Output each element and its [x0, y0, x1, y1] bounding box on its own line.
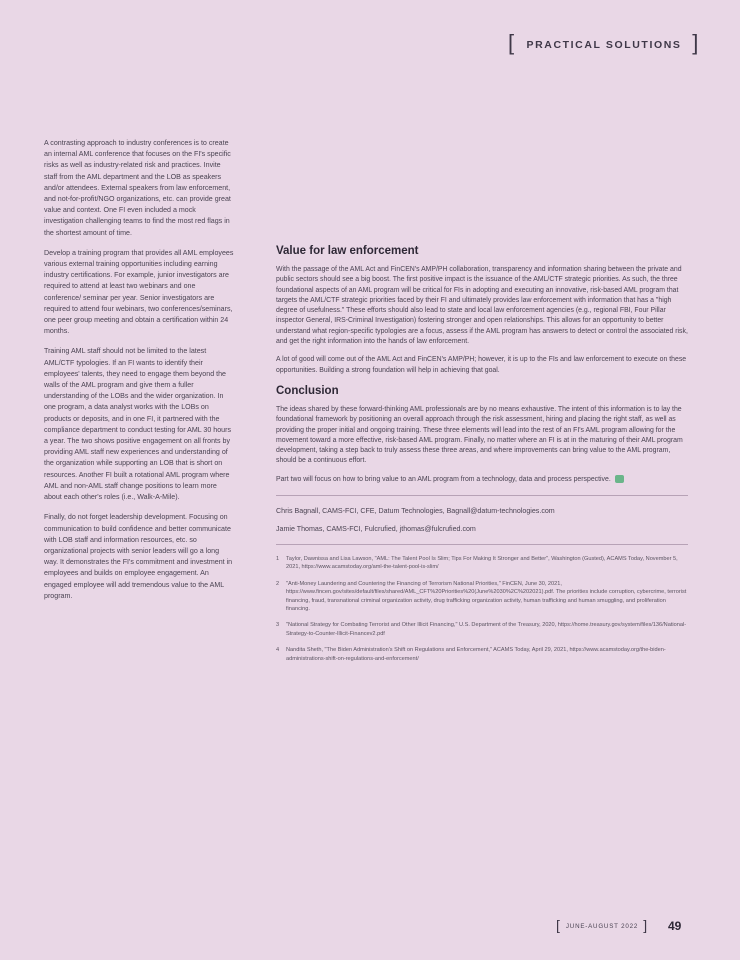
- footnote-number: 4: [276, 647, 280, 654]
- left-column: [44, 138, 234, 611]
- bracket-right-icon: ]: [692, 30, 700, 55]
- footnote-number: 2: [276, 580, 280, 587]
- body-paragraph: The ideas shared by these forward-thinking AML professionals are by no means exhaustive. The intent of this information is to lay the foundational framework by positioning an overall approach through the risk assessment, hiring and placing the right staff, as well as providing the proper initial and ongoing training. These three elements will lead into the rest of an FI's AML program allowing for the movement toward a more effective, risk-based AML program. Finally, no matter where an FI is at in the maturing of their AML program development, taking a step back to truly assess these three areas, and where improvements can bring value to the AML program, should be a continuous effort.: [276, 405, 683, 465]
- footnote-text: Taylor, Dawnissa and Lisa Lawson, "AML: The Talent Pool Is Slim; Tips For Making It Stronger and Better", Washington (Gusted), ACAMS Today, November 5, 2021, https://www.acamstoday.org/aml-the-talent-pool-is-slim/: [286, 556, 678, 571]
- footnote-text: Nandita Sheth, "The Biden Administration's Shift on Regulations and Enforcement," ACAMS Today, April 29, 2021, https://www.acamstoday.org/the-biden-administrations-shift-on-regulations-and-enforcement/: [286, 647, 666, 662]
- author-line: Jamie Thomas, CAMS-FCI, Fulcrufied, jthomas@fulcrufied.com: [276, 525, 476, 534]
- footnote-text: "National Strategy for Combating Terrorist and Other Illicit Financing," U.S. Department of the Treasury, 2020, https://home.treasury.gov/system/files/136/National-Strategy-to-Counter-Illicit-Financev2.pdf: [286, 622, 687, 637]
- bracket-left-icon: [: [556, 917, 561, 933]
- footnote: [276, 621, 688, 638]
- bracket-left-icon: [: [508, 30, 516, 55]
- end-of-article-icon: [615, 475, 624, 483]
- footnote: [276, 646, 688, 663]
- author-line: Chris Bagnall, CAMS-FCI, CFE, Datum Technologies, Bagnall@datum-technologies.com: [276, 507, 555, 516]
- bracket-right-icon: ]: [643, 917, 648, 933]
- closing-note-text: Part two will focus on how to bring value to an AML program from a technology, data and process perspective.: [276, 475, 611, 483]
- footnote: [276, 555, 688, 572]
- divider: [276, 544, 688, 545]
- footnote-text: "Anti-Money Laundering and Countering the Financing of Terrorism National Priorities," FinCEN, June 30, 2021, https://www.fincen.gov/sites/default/files/shared/AML_CFT%20Priorities%20(June%2030%2C%202021).pdf. The priorities include corruption, cybercrime, terrorist financing, fraud, transnational criminal organization activity, drug trafficking organization activity, human trafficking and human smuggling, and proliferation financing.: [286, 580, 687, 613]
- issue-label: [556, 918, 648, 934]
- left-paragraph: Develop a training program that provides all AML employees various external training opportunities including earning industry certifications. For example, junior investigators are required to attend at least two webinars and one conference/ seminar per year. Senior investigators are required to attend four webinars, two conferences/seminars, one peer group meeting and obtain a certification within 24 months.: [44, 248, 234, 336]
- page-number: 49: [668, 919, 682, 933]
- right-column: [276, 244, 688, 671]
- issue-label-text: JUNE-AUGUST 2022: [565, 922, 639, 930]
- section-heading-law-enforcement: Value for law enforcement: [276, 245, 419, 257]
- footnote: [276, 580, 688, 614]
- left-paragraph: A contrasting approach to industry conferences is to create an internal AML conference that focuses on the FI's specific risks as well as industry-related risk and practices. Invite staff from the AML department and the LOB as speakers and/or attendees. External speakers from law enforcement, and not-for-profit/NGO organizations, etc. can provide great value and context. One FI even included a mock investigation challenging teams to find the most red flags in the shortest amount of time.: [44, 139, 231, 237]
- footnotes: [276, 555, 688, 663]
- page-footer: [556, 917, 696, 935]
- section-label: [508, 30, 700, 57]
- footnote-number: 3: [276, 622, 280, 629]
- left-paragraph: Training AML staff should not be limited to the latest AML/CTF typologies. If an FI wants to identify their employees' talents, they need to engage them beyond the walls of the AML program and give them a fuller understanding of the LOBs and the wider organization. In one program, a data analyst works with the LOBs on products or deposits, and in one FI, it partnered with the compliance department to conduct testing for AML 30 hours a year. The two shows positive engagement on all fronts by providing AML staff new experiences and understanding of the organization while supporting an LOB that is short on resources. Another FI built a rotational AML program where AML and non-AML staff change positions to learn more about each other's roles (i.e., Walk-A-Mile).: [44, 347, 232, 502]
- footnote-number: 1: [276, 556, 280, 563]
- left-paragraph: Finally, do not forget leadership development. Focusing on communication to build confidence and better communicate with LOB staff and information resources, etc. so organizational projects with senior leaders will go a long way. It demonstrates the FI's commitment and investment in employees and builds on employee engagement. An engaged employee will add tremendous value to the AML program.: [44, 513, 233, 600]
- body-paragraph: With the passage of the AML Act and FinCEN's AMP/PH collaboration, transparency and information sharing between the private and public sectors should see a big boost. The first positive impact is the issuance of the AML/CTF strategic priorities. As such, the three foundational aspects of an AML program will be critical for FIs in adopting and executing an innovative, risk-based AML program that targets the AML/CTF strategic priorities faced by their FI and ultimately provides law enforcement with information that has a "high degree of usefulness." These efforts should also lead to state and local law enforcement agencies (e.g., regional FBI, Four Pillar inspector General, IRS-Criminal Investigation) fostering stronger and open relationships. This allows for an opportunity to better understand what region-specific typologies are a focus, assess if the AML program has answers to detect or control the associated risk, and get the right information into the hands of law enforcement.: [276, 266, 688, 346]
- body-paragraph: A lot of good will come out of the AML Act and FinCEN's AMP/PH; however, it is up to the FIs and law enforcement to execute on these opportunities. Building a strong foundation will help in achieving that goal.: [276, 356, 687, 374]
- closing-note: [276, 475, 688, 485]
- section-heading-conclusion: Conclusion: [276, 384, 339, 397]
- section-label-text: PRACTICAL SOLUTIONS: [526, 39, 682, 51]
- divider: [276, 495, 688, 496]
